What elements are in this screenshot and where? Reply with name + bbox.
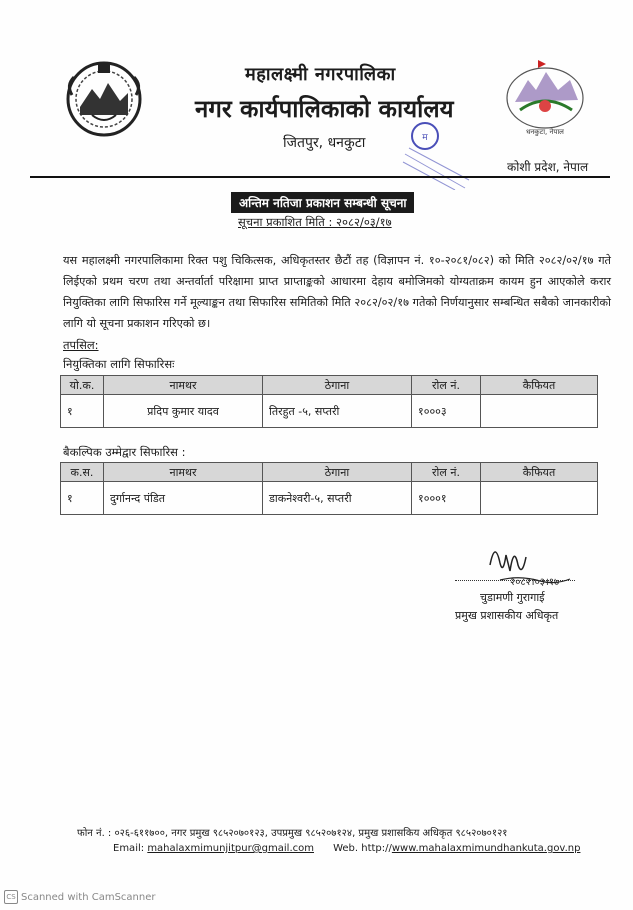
municipality-logo-icon <box>500 50 590 145</box>
appointment-table <box>60 375 598 428</box>
header-serial: यो.क. <box>61 376 104 395</box>
signer-title: प्रमुख प्रशासकीय अधिकृत <box>455 609 559 622</box>
table-header-row <box>61 463 598 482</box>
header-remarks: कैफियत <box>481 376 598 395</box>
header-name: नामथर <box>104 463 263 482</box>
office-address: जितपुर, धनकुटा <box>283 135 366 151</box>
cell-serial: १ <box>61 395 104 428</box>
cell-address: तिरहुत -५, सप्तरी <box>263 395 412 428</box>
cell-roll: १०००१ <box>412 482 481 515</box>
header-divider <box>30 176 610 178</box>
camscanner-logo-icon: CS <box>4 890 18 904</box>
cell-address: डाकनेश्वरी-५, सप्तरी <box>263 482 412 515</box>
watermark-text: Scanned with CamScanner <box>21 892 156 903</box>
alternate-table <box>60 462 598 515</box>
header-remarks: कैफियत <box>481 463 598 482</box>
appointment-section-label: नियुक्तिका लागि सिफारिसः <box>63 357 175 371</box>
table-row <box>61 482 598 515</box>
web-link[interactable]: www.mahalaxmimundhankuta.gov.np <box>391 843 581 854</box>
header-serial: क.स. <box>61 463 104 482</box>
header-name: नामथर <box>104 376 263 395</box>
table-row <box>61 395 598 428</box>
signer-name: चुडामणी गुरागाई <box>480 591 545 604</box>
email-link[interactable]: mahalaxmimunjitpur@gmail.com <box>147 843 314 854</box>
cell-name: दुर्गानन्द पंडित <box>104 482 263 515</box>
handwritten-signature <box>470 535 580 595</box>
alternate-section-label: बैकल्पिक उम्मेद्वार सिफारिस : <box>63 445 186 459</box>
cell-remarks <box>481 395 598 428</box>
office-title: नगर कार्यपालिकाको कार्यालय <box>195 95 454 123</box>
footer-web <box>113 843 580 854</box>
header-roll: रोल नं. <box>412 463 481 482</box>
cell-remarks <box>481 482 598 515</box>
cell-serial: १ <box>61 482 104 515</box>
signature-line <box>455 580 575 581</box>
header-address: ठेगाना <box>263 376 412 395</box>
nepal-emblem-icon <box>62 55 146 139</box>
cell-name: प्रदिप कुमार यादव <box>104 395 263 428</box>
header-roll: रोल नं. <box>412 376 481 395</box>
table-header-row <box>61 376 598 395</box>
svg-text:धनकुटा, नेपाल: धनकुटा, नेपाल <box>526 128 564 136</box>
footer-phone: फोन नं. : ०२६-६११७००, नगर प्रमुख ९८५२०७०१२३, उपप्रमुख ९८५२०७१२४, प्रमुख प्रशासकिय अधिकृत ९८५२०७०१२१ <box>77 828 508 839</box>
province-text: कोशी प्रदेश, नेपाल <box>507 160 589 174</box>
details-label: तपसिल: <box>63 338 99 352</box>
svg-text:२०८२।०३।१७: २०८२।०३।१७ <box>510 577 560 588</box>
email-label: Email: <box>113 843 145 854</box>
cell-roll: १०००३ <box>412 395 481 428</box>
web-label: Web. http:// <box>333 843 392 854</box>
official-stamp-icon <box>395 118 475 190</box>
municipality-name: महालक्ष्मी नगरपालिका <box>245 64 396 85</box>
svg-text:म: म <box>422 133 428 143</box>
header-address: ठेगाना <box>263 463 412 482</box>
notice-date: सूचना प्रकाशित मिति : २०८२/०३/१७ <box>238 215 392 229</box>
notice-title: अन्तिम नतिजा प्रकाशन सम्बन्धी सूचना <box>231 192 414 213</box>
camscanner-watermark <box>4 890 156 904</box>
notice-body: यस महालक्ष्मी नगरपालिकामा रिक्त पशु चिकित्सक, अधिकृतस्तर छैटौं तह (विज्ञापन नं. १०-२०८१/०८२) को मिति २०८२/०२/१७ गते लिईएको प्रथम चरण तथा अन्तर्वार्ता परिक्षामा प्राप्त प्राप्ताङ्कको आधारमा देहाय बमोजिमको योग्यताक्रम कायम हुन आएकोले करार नियुक्तिका लागि सिफारिस गर्ने मूल्याङ्कन तथा सिफारिस समितिको मिति २०८२/०२/१७ गतेको निर्णयानुसार सम्बन्धित सबैको जानकारीको लागि यो सूचना प्रकाशन गरिएको छ। <box>63 254 611 330</box>
